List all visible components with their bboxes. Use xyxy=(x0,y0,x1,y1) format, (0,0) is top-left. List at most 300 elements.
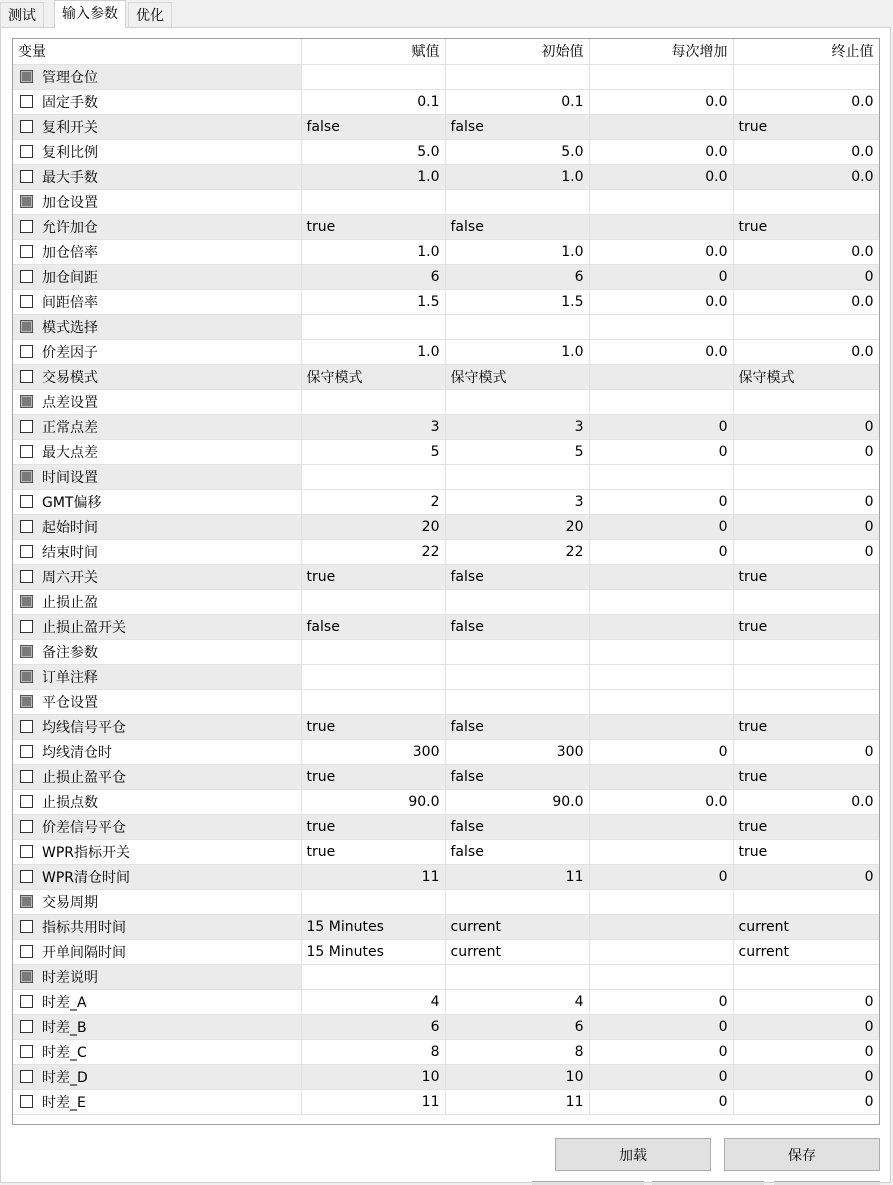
start-cell[interactable]: 300 xyxy=(445,739,589,764)
stop-cell[interactable]: true xyxy=(733,214,879,239)
stop-cell[interactable]: 0.0 xyxy=(733,139,879,164)
step-cell[interactable]: 0 xyxy=(589,864,733,889)
section-checkbox[interactable] xyxy=(20,595,33,608)
param-name-cell xyxy=(13,189,301,214)
start-cell[interactable]: current xyxy=(445,939,589,964)
step-cell[interactable]: 0.0 xyxy=(589,89,733,114)
step-cell[interactable]: 0 xyxy=(589,489,733,514)
optimize-checkbox[interactable] xyxy=(20,1020,33,1033)
step-cell[interactable] xyxy=(589,814,733,839)
params-grid[interactable] xyxy=(12,38,880,1125)
step-cell[interactable]: 0 xyxy=(589,1039,733,1064)
start-cell[interactable]: false xyxy=(445,564,589,589)
param-name: 模式选择 xyxy=(42,319,98,336)
step-cell xyxy=(589,889,733,914)
param-name: 复利比例 xyxy=(42,144,98,161)
param-name: 价差因子 xyxy=(42,344,98,361)
value-cell[interactable]: true xyxy=(301,814,445,839)
param-name-wrap xyxy=(18,967,296,987)
section-row[interactable] xyxy=(13,689,879,714)
stop-cell[interactable]: true xyxy=(733,614,879,639)
section-row[interactable] xyxy=(13,189,879,214)
param-row[interactable] xyxy=(13,339,879,364)
step-cell[interactable]: 0.0 xyxy=(589,289,733,314)
value-cell[interactable]: false xyxy=(301,114,445,139)
section-row[interactable] xyxy=(13,639,879,664)
start-cell[interactable]: 8 xyxy=(445,1039,589,1064)
optimize-checkbox[interactable] xyxy=(20,295,33,308)
optimize-checkbox[interactable] xyxy=(20,845,33,858)
param-row[interactable] xyxy=(13,89,879,114)
stop-cell[interactable]: true xyxy=(733,714,879,739)
optimize-checkbox[interactable] xyxy=(20,245,33,258)
start-cell[interactable]: 5.0 xyxy=(445,139,589,164)
value-cell[interactable]: 5.0 xyxy=(301,139,445,164)
param-name-wrap xyxy=(18,892,296,912)
stop-cell[interactable]: true xyxy=(733,814,879,839)
param-name-cell xyxy=(13,314,301,339)
stop-cell xyxy=(733,64,879,89)
optimize-checkbox[interactable] xyxy=(20,745,33,758)
section-checkbox[interactable] xyxy=(20,395,33,408)
step-cell[interactable]: 0 xyxy=(589,739,733,764)
param-name-wrap xyxy=(18,592,296,612)
col-header-start[interactable]: 初始值 xyxy=(445,39,589,64)
value-cell[interactable]: true xyxy=(301,839,445,864)
stop-cell[interactable]: current xyxy=(733,914,879,939)
optimize-checkbox[interactable] xyxy=(20,495,33,508)
param-row[interactable] xyxy=(13,139,879,164)
bottom-edge-button xyxy=(532,1181,644,1185)
optimize-checkbox[interactable] xyxy=(20,370,33,383)
param-row[interactable] xyxy=(13,989,879,1014)
value-cell[interactable]: 10 xyxy=(301,1064,445,1089)
param-name-wrap xyxy=(18,992,296,1012)
param-name: 间距倍率 xyxy=(42,294,98,311)
start-cell[interactable]: false xyxy=(445,839,589,864)
stop-cell[interactable]: 0 xyxy=(733,739,879,764)
step-cell[interactable] xyxy=(589,364,733,389)
param-row[interactable] xyxy=(13,764,879,789)
step-cell[interactable] xyxy=(589,564,733,589)
step-cell[interactable]: 0.0 xyxy=(589,139,733,164)
step-cell[interactable] xyxy=(589,839,733,864)
value-cell[interactable]: 22 xyxy=(301,539,445,564)
section-row[interactable] xyxy=(13,464,879,489)
value-cell xyxy=(301,64,445,89)
stop-cell[interactable]: 0 xyxy=(733,864,879,889)
param-name-wrap xyxy=(18,642,296,662)
stop-cell[interactable]: 0 xyxy=(733,539,879,564)
value-cell xyxy=(301,464,445,489)
optimize-checkbox[interactable] xyxy=(20,145,33,158)
step-cell[interactable]: 0 xyxy=(589,439,733,464)
param-name-wrap xyxy=(18,692,296,712)
start-cell[interactable]: 22 xyxy=(445,539,589,564)
param-name-wrap xyxy=(18,792,296,812)
value-cell[interactable]: 1.0 xyxy=(301,239,445,264)
param-name-wrap xyxy=(18,942,296,962)
section-row[interactable] xyxy=(13,589,879,614)
step-cell[interactable]: 0.0 xyxy=(589,789,733,814)
section-row[interactable] xyxy=(13,64,879,89)
value-cell[interactable]: 15 Minutes xyxy=(301,939,445,964)
param-name-cell xyxy=(13,1039,301,1064)
value-cell[interactable]: 15 Minutes xyxy=(301,914,445,939)
value-cell[interactable]: true xyxy=(301,564,445,589)
optimize-checkbox[interactable] xyxy=(20,270,33,283)
value-cell[interactable]: true xyxy=(301,714,445,739)
param-row[interactable] xyxy=(13,714,879,739)
step-cell[interactable]: 0 xyxy=(589,1014,733,1039)
start-cell xyxy=(445,314,589,339)
tab-optimize[interactable]: 优化 xyxy=(128,2,172,27)
step-cell[interactable] xyxy=(589,614,733,639)
optimize-checkbox[interactable] xyxy=(20,545,33,558)
section-checkbox[interactable] xyxy=(20,970,33,983)
params-body xyxy=(13,64,879,1114)
value-cell[interactable]: 90.0 xyxy=(301,789,445,814)
stop-cell[interactable]: 0 xyxy=(733,989,879,1014)
start-cell[interactable]: 6 xyxy=(445,264,589,289)
start-cell xyxy=(445,589,589,614)
start-cell[interactable]: false xyxy=(445,714,589,739)
value-cell[interactable]: 1.0 xyxy=(301,339,445,364)
start-cell[interactable]: 1.0 xyxy=(445,239,589,264)
param-row[interactable] xyxy=(13,839,879,864)
start-cell[interactable]: 0.1 xyxy=(445,89,589,114)
load-button[interactable]: 加载 xyxy=(555,1138,711,1171)
start-cell[interactable]: current xyxy=(445,914,589,939)
param-row[interactable] xyxy=(13,814,879,839)
param-row[interactable] xyxy=(13,864,879,889)
start-cell[interactable]: 1.0 xyxy=(445,164,589,189)
optimize-checkbox[interactable] xyxy=(20,420,33,433)
step-cell[interactable]: 0 xyxy=(589,414,733,439)
value-cell[interactable]: 2 xyxy=(301,489,445,514)
section-row[interactable] xyxy=(13,314,879,339)
step-cell xyxy=(589,589,733,614)
optimize-checkbox[interactable] xyxy=(20,220,33,233)
stop-cell[interactable]: 0.0 xyxy=(733,239,879,264)
stop-cell xyxy=(733,639,879,664)
stop-cell[interactable]: 0 xyxy=(733,439,879,464)
value-cell xyxy=(301,389,445,414)
param-name-wrap xyxy=(18,517,296,537)
optimize-checkbox[interactable] xyxy=(20,120,33,133)
start-cell[interactable]: false xyxy=(445,614,589,639)
param-row[interactable] xyxy=(13,239,879,264)
section-checkbox[interactable] xyxy=(20,70,33,83)
param-name-wrap xyxy=(18,167,296,187)
optimize-checkbox[interactable] xyxy=(20,570,33,583)
optimize-checkbox[interactable] xyxy=(20,520,33,533)
param-name-cell xyxy=(13,239,301,264)
value-cell xyxy=(301,314,445,339)
optimize-checkbox[interactable] xyxy=(20,620,33,633)
stop-cell xyxy=(733,689,879,714)
param-name-cell xyxy=(13,414,301,439)
optimize-checkbox[interactable] xyxy=(20,720,33,733)
section-checkbox[interactable] xyxy=(20,695,33,708)
param-row[interactable] xyxy=(13,539,879,564)
value-cell[interactable]: true xyxy=(301,214,445,239)
param-name: 点差设置 xyxy=(42,394,98,411)
param-name-wrap xyxy=(18,767,296,787)
stop-cell[interactable]: 0 xyxy=(733,514,879,539)
value-cell[interactable]: 5 xyxy=(301,439,445,464)
param-name: 价差信号平仓 xyxy=(42,819,126,836)
start-cell[interactable]: 6 xyxy=(445,1014,589,1039)
value-cell[interactable]: 0.1 xyxy=(301,89,445,114)
param-name-cell xyxy=(13,489,301,514)
step-cell[interactable]: 0 xyxy=(589,264,733,289)
stop-cell[interactable]: 0 xyxy=(733,264,879,289)
param-name-cell xyxy=(13,1014,301,1039)
param-row[interactable] xyxy=(13,489,879,514)
stop-cell[interactable]: 0 xyxy=(733,1039,879,1064)
value-cell[interactable]: 4 xyxy=(301,989,445,1014)
value-cell[interactable]: false xyxy=(301,614,445,639)
start-cell[interactable]: 5 xyxy=(445,439,589,464)
optimize-checkbox[interactable] xyxy=(20,820,33,833)
param-name: 最大手数 xyxy=(42,169,98,186)
tab-test[interactable]: 测试 xyxy=(0,2,44,27)
optimize-checkbox[interactable] xyxy=(20,1045,33,1058)
param-name-wrap xyxy=(18,367,296,387)
param-row[interactable] xyxy=(13,214,879,239)
param-name-wrap xyxy=(18,292,296,312)
section-row[interactable] xyxy=(13,964,879,989)
section-row[interactable] xyxy=(13,664,879,689)
param-name-wrap xyxy=(18,542,296,562)
param-name: 交易周期 xyxy=(42,894,98,911)
step-cell[interactable] xyxy=(589,764,733,789)
value-cell[interactable]: 11 xyxy=(301,1089,445,1114)
section-checkbox[interactable] xyxy=(20,670,33,683)
optimize-checkbox[interactable] xyxy=(20,170,33,183)
value-cell[interactable]: 8 xyxy=(301,1039,445,1064)
param-name: 最大点差 xyxy=(42,444,98,461)
stop-cell[interactable]: current xyxy=(733,939,879,964)
start-cell[interactable]: false xyxy=(445,214,589,239)
step-cell[interactable]: 0 xyxy=(589,539,733,564)
stop-cell[interactable]: 0 xyxy=(733,1014,879,1039)
param-row[interactable] xyxy=(13,1039,879,1064)
param-name: 管理仓位 xyxy=(42,69,98,86)
param-name-wrap xyxy=(18,567,296,587)
param-name-wrap xyxy=(18,92,296,112)
param-name-cell xyxy=(13,664,301,689)
start-cell xyxy=(445,64,589,89)
stop-cell[interactable]: 0 xyxy=(733,1064,879,1089)
param-name-cell xyxy=(13,389,301,414)
stop-cell[interactable]: 0 xyxy=(733,489,879,514)
stop-cell[interactable]: 0.0 xyxy=(733,339,879,364)
step-cell xyxy=(589,389,733,414)
stop-cell xyxy=(733,664,879,689)
section-checkbox[interactable] xyxy=(20,320,33,333)
bottom-edge-button xyxy=(774,1181,880,1185)
start-cell[interactable]: 1.5 xyxy=(445,289,589,314)
value-cell[interactable]: 保守模式 xyxy=(301,364,445,389)
param-row[interactable] xyxy=(13,364,879,389)
section-checkbox[interactable] xyxy=(20,645,33,658)
step-cell[interactable]: 0.0 xyxy=(589,339,733,364)
start-cell xyxy=(445,689,589,714)
stop-cell[interactable]: 0 xyxy=(733,414,879,439)
param-name-cell xyxy=(13,814,301,839)
param-name-wrap xyxy=(18,617,296,637)
value-cell[interactable]: 20 xyxy=(301,514,445,539)
start-cell[interactable]: 90.0 xyxy=(445,789,589,814)
param-row[interactable] xyxy=(13,789,879,814)
value-cell[interactable]: 3 xyxy=(301,414,445,439)
param-row[interactable] xyxy=(13,939,879,964)
param-name: 时差_A xyxy=(42,994,87,1011)
param-name-wrap xyxy=(18,492,296,512)
tab-input-params[interactable]: 输入参数 xyxy=(54,0,126,28)
value-cell[interactable]: 6 xyxy=(301,264,445,289)
optimize-checkbox[interactable] xyxy=(20,95,33,108)
stop-cell[interactable]: 0.0 xyxy=(733,89,879,114)
col-header-stop[interactable]: 终止值 xyxy=(733,39,879,64)
col-header-step[interactable]: 每次增加 xyxy=(589,39,733,64)
optimize-checkbox[interactable] xyxy=(20,870,33,883)
stop-cell[interactable]: true xyxy=(733,114,879,139)
optimize-checkbox[interactable] xyxy=(20,1070,33,1083)
start-cell[interactable]: 3 xyxy=(445,414,589,439)
start-cell[interactable]: false xyxy=(445,814,589,839)
param-name: 正常点差 xyxy=(42,419,98,436)
optimize-checkbox[interactable] xyxy=(20,770,33,783)
start-cell xyxy=(445,664,589,689)
start-cell[interactable]: 10 xyxy=(445,1064,589,1089)
step-cell xyxy=(589,964,733,989)
param-name: 周六开关 xyxy=(42,569,98,586)
value-cell xyxy=(301,889,445,914)
section-checkbox[interactable] xyxy=(20,470,33,483)
param-row[interactable] xyxy=(13,1014,879,1039)
optimize-checkbox[interactable] xyxy=(20,995,33,1008)
param-row[interactable] xyxy=(13,514,879,539)
optimize-checkbox[interactable] xyxy=(20,345,33,358)
param-name-wrap xyxy=(18,817,296,837)
stop-cell[interactable]: 0 xyxy=(733,1089,879,1114)
value-cell xyxy=(301,664,445,689)
param-name: 指标共用时间 xyxy=(42,919,126,936)
step-cell[interactable] xyxy=(589,114,733,139)
value-cell xyxy=(301,689,445,714)
param-name-wrap xyxy=(18,1042,296,1062)
start-cell[interactable]: 3 xyxy=(445,489,589,514)
stop-cell[interactable]: true xyxy=(733,764,879,789)
start-cell[interactable]: 1.0 xyxy=(445,339,589,364)
param-row[interactable] xyxy=(13,1064,879,1089)
step-cell[interactable]: 0 xyxy=(589,1089,733,1114)
param-name: 结束时间 xyxy=(42,544,98,561)
param-row[interactable] xyxy=(13,164,879,189)
param-name: 加仓间距 xyxy=(42,269,98,286)
param-row[interactable] xyxy=(13,1089,879,1114)
optimize-checkbox[interactable] xyxy=(20,920,33,933)
value-cell[interactable]: true xyxy=(301,764,445,789)
bottom-edge-button xyxy=(652,1181,764,1185)
param-name: 止损点数 xyxy=(42,794,98,811)
save-button[interactable]: 保存 xyxy=(724,1138,880,1171)
optimize-checkbox[interactable] xyxy=(20,795,33,808)
params-table xyxy=(13,39,880,1115)
step-cell[interactable] xyxy=(589,214,733,239)
stop-cell[interactable]: true xyxy=(733,839,879,864)
step-cell[interactable]: 0 xyxy=(589,1064,733,1089)
value-cell[interactable]: 1.0 xyxy=(301,164,445,189)
stop-cell xyxy=(733,464,879,489)
step-cell[interactable]: 0 xyxy=(589,514,733,539)
section-row[interactable] xyxy=(13,389,879,414)
start-cell[interactable]: 11 xyxy=(445,1089,589,1114)
param-name-cell xyxy=(13,1089,301,1114)
param-name-cell xyxy=(13,139,301,164)
step-cell xyxy=(589,314,733,339)
start-cell[interactable]: false xyxy=(445,114,589,139)
col-header-value[interactable]: 赋值 xyxy=(301,39,445,64)
optimize-checkbox[interactable] xyxy=(20,945,33,958)
param-row[interactable] xyxy=(13,264,879,289)
optimize-checkbox[interactable] xyxy=(20,445,33,458)
param-row[interactable] xyxy=(13,914,879,939)
step-cell[interactable] xyxy=(589,714,733,739)
stop-cell[interactable]: 保守模式 xyxy=(733,364,879,389)
param-row[interactable] xyxy=(13,564,879,589)
param-row[interactable] xyxy=(13,739,879,764)
param-name-wrap xyxy=(18,242,296,262)
step-cell[interactable]: 0.0 xyxy=(589,239,733,264)
section-checkbox[interactable] xyxy=(20,195,33,208)
stop-cell[interactable]: 0.0 xyxy=(733,789,879,814)
value-cell[interactable]: 11 xyxy=(301,864,445,889)
start-cell[interactable]: 保守模式 xyxy=(445,364,589,389)
param-row[interactable] xyxy=(13,614,879,639)
param-row[interactable] xyxy=(13,414,879,439)
section-row[interactable] xyxy=(13,889,879,914)
value-cell[interactable]: 1.5 xyxy=(301,289,445,314)
param-row[interactable] xyxy=(13,289,879,314)
start-cell[interactable]: false xyxy=(445,764,589,789)
optimize-checkbox[interactable] xyxy=(20,1095,33,1108)
stop-cell[interactable]: 0.0 xyxy=(733,289,879,314)
stop-cell[interactable]: true xyxy=(733,564,879,589)
col-header-variable[interactable]: 变量 xyxy=(13,39,301,64)
param-row[interactable] xyxy=(13,114,879,139)
start-cell[interactable]: 11 xyxy=(445,864,589,889)
stop-cell xyxy=(733,589,879,614)
section-checkbox[interactable] xyxy=(20,895,33,908)
start-cell[interactable]: 20 xyxy=(445,514,589,539)
param-name: 时间设置 xyxy=(42,469,98,486)
value-cell[interactable]: 6 xyxy=(301,1014,445,1039)
value-cell[interactable]: 300 xyxy=(301,739,445,764)
step-cell[interactable]: 0 xyxy=(589,989,733,1014)
stop-cell[interactable]: 0.0 xyxy=(733,164,879,189)
step-cell[interactable]: 0.0 xyxy=(589,164,733,189)
step-cell[interactable] xyxy=(589,914,733,939)
start-cell[interactable]: 4 xyxy=(445,989,589,1014)
param-row[interactable] xyxy=(13,439,879,464)
param-name: 均线清仓时 xyxy=(42,744,112,761)
stop-cell xyxy=(733,314,879,339)
step-cell[interactable] xyxy=(589,939,733,964)
